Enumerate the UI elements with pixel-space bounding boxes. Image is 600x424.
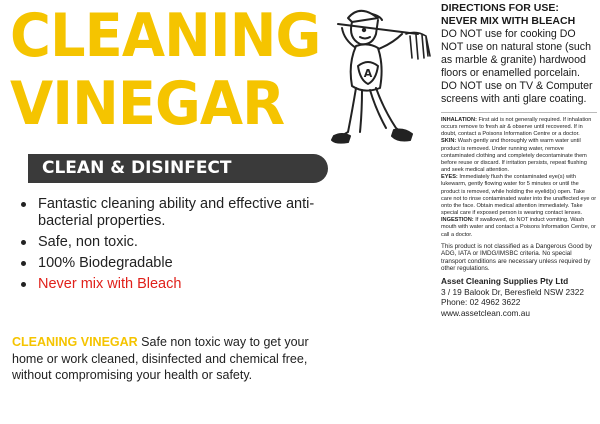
feature-item: Safe, non toxic.: [16, 234, 321, 251]
inhalation-label: INHALATION:: [441, 117, 477, 123]
ingestion-text: If swallowed, do NOT induct vomiting. Wash mouth with water and contact a Poisons Information Centre, or call a doctor.: [441, 217, 596, 238]
product-title-line2: VINEGAR: [10, 69, 285, 139]
description-text: Safe non toxic way to get your home or work cleaned, disinfected and chemical free, without compromising your health or safety.: [12, 335, 309, 382]
company-website: www.assetclean.com.au: [441, 307, 531, 318]
feature-item: Fantastic cleaning ability and effective anti-bacterial properties.: [16, 196, 321, 230]
directions-panel: [441, 2, 597, 318]
inhalation-text: First aid is not generally required. If inhalation occurs remove to fresh air & observe until recovered. If in doubt, contact a Poisons Information Centre or a doctor.: [441, 117, 592, 138]
clean-disinfect-banner: CLEAN & DISINFECT: [28, 154, 328, 183]
company-info: [441, 276, 597, 318]
feature-item: 100% Biodegradable: [16, 255, 321, 272]
product-description: [12, 334, 322, 384]
ingestion-label: INGESTION:: [441, 217, 474, 224]
bleach-warning-heading: NEVER MIX WITH BLEACH: [441, 15, 576, 27]
eyes-label: EYES:: [441, 174, 458, 181]
product-title-line1: CLEANING: [10, 1, 321, 71]
company-phone: Phone: 02 4962 3622: [441, 297, 521, 308]
directions-text: DO NOT use for cooking DO NOT use on natural stone (such as marble & granite) hardwood floors or enamelled porcelain. DO NOT use on TV & Computer screens with anti glare coating.: [441, 28, 593, 105]
skin-label: SKIN:: [441, 138, 457, 145]
company-name: Asset Cleaning Supplies Pty Ltd: [441, 276, 569, 287]
eyes-text: Immediately flush the contaminated eye(s) with lukewarm, gently flowing water for 5 minutes or until the product is removed, while holding the eyelid(s) open. Take care not to rinse contaminated water into the unaffected eye or onto the face. Obtain medical attention immediately. Take special care if exposed person is wearing contact lenses.: [441, 174, 597, 217]
mascot-chest-letter: A: [363, 67, 373, 80]
feature-list: [16, 196, 321, 297]
divider: [441, 112, 597, 113]
first-aid-section: [441, 117, 597, 239]
classification-note: This product is not classified as a Dangerous Good by ADG, IATA or IMDG/IMSBC criteria. No special transport conditions are necessary unless required by other regulations.: [441, 242, 592, 273]
company-address: 3 / 19 Balook Dr, Beresfield NSW 2322: [441, 286, 584, 297]
cleaner-mascot-icon: [318, 4, 438, 152]
feature-item-warning: Never mix with Bleach: [16, 276, 321, 293]
description-highlight: CLEANING VINEGAR: [12, 335, 138, 349]
directions-heading: DIRECTIONS FOR USE:: [441, 2, 559, 14]
skin-text: Wash gently and thoroughly with warm water until product is removed. Under running water, remove contaminated clothing and completely decontaminate them before reuse or discard. If irritation persists, repeat flushing and seek medical attention.: [441, 138, 587, 174]
